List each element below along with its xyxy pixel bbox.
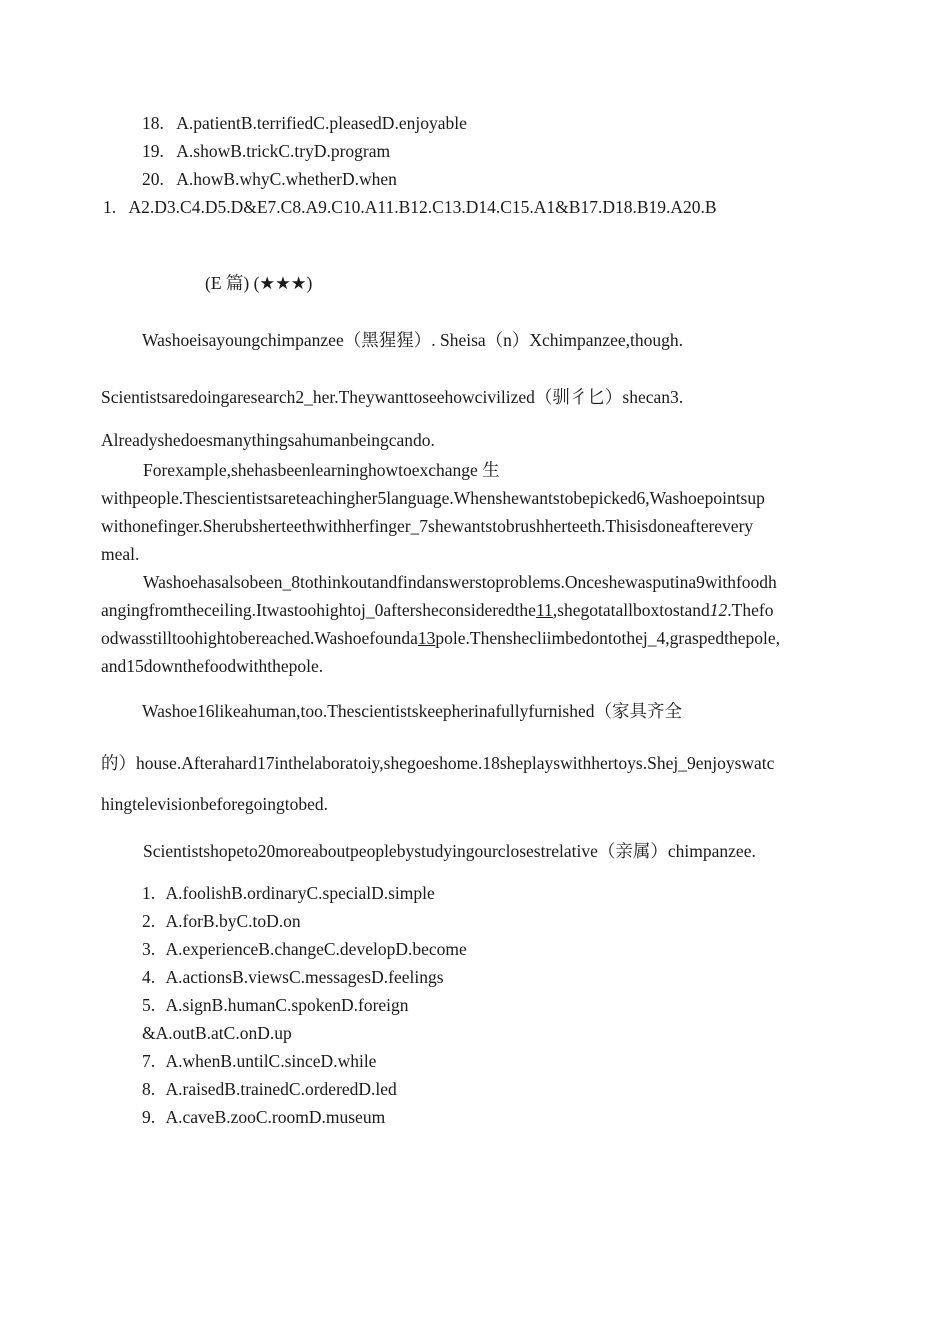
passage-line: Forexample,shehasbeenlearninghowtoexchange 生 (143, 460, 500, 480)
option-line-9 (142, 1106, 385, 1128)
option-text: A.experienceB.changeC.developD.become (165, 939, 467, 959)
answer-key (103, 196, 717, 218)
option-number: 8. (142, 1079, 156, 1099)
option-line-8 (142, 1078, 397, 1100)
option-text: A.showB.trickC.tryD.program (176, 141, 391, 161)
passage-text: ,shegotatallboxtostand (552, 600, 710, 620)
option-line-1 (142, 882, 435, 904)
option-line-7 (142, 1050, 376, 1072)
option-number: 2. (142, 911, 156, 931)
option-text: A.foolishB.ordinaryC.specialD.simple (165, 883, 435, 903)
option-line-2 (142, 910, 301, 932)
answer-key-number: 1. (103, 197, 117, 217)
option-text: A.caveB.zooC.roomD.museum (165, 1107, 386, 1127)
option-number: 5. (142, 995, 156, 1015)
option-line-6 (142, 1022, 292, 1044)
passage-line: Washoeisayoungchimpanzee（黑猩猩）. Sheisa（n）Xchimpanzee,though. (142, 330, 683, 350)
option-line-5 (142, 994, 409, 1016)
option-number: 9. (142, 1107, 156, 1127)
blank-number: 11 (535, 600, 553, 620)
passage-line: Scientistshopeto20moreaboutpeoplebystudyingourclosestrelative（亲属）chimpanzee. (143, 841, 756, 861)
passage-line: Washoehasalsobeen_8tothinkoutandfindanswerstoproblems.Onceshewasputina9withfoodh (143, 572, 777, 592)
option-number: 1. (142, 883, 156, 903)
option-number: 20. (142, 169, 164, 189)
passage-line: 的）house.Afterahard17inthelaboratoiy,shegoeshome.18sheplayswithhertoys.Shej_9enjoyswatc (101, 753, 775, 773)
passage-line: Scientistsaredoingaresearch2_her.Theywanttoseehowcivilized（驯彳匕）shecan3. (101, 387, 684, 407)
option-text: A.whenB.untilC.sinceD.while (165, 1051, 377, 1071)
passage-line: Washoe16likeahuman,too.Thescientistskeepherinafullyfurnished（家具齐全 (142, 701, 682, 721)
passage-line (101, 627, 780, 649)
option-line-19 (142, 140, 390, 162)
option-line-4 (142, 966, 444, 988)
option-text: A.raisedB.trainedC.orderedD.led (165, 1079, 397, 1099)
passage-line: hingtelevisionbeforegoingtobed. (101, 794, 328, 814)
option-line-3 (142, 938, 467, 960)
option-number: 4. (142, 967, 156, 987)
passage-line: meal. (101, 544, 140, 564)
passage-text: odwasstilltoohightobereached.Washoefounda (101, 628, 418, 648)
passage-line (101, 599, 773, 621)
option-line-18 (142, 112, 467, 134)
option-text: A.patientB.terrifiedC.pleasedD.enjoyable (176, 113, 467, 133)
option-text: A.actionsB.viewsC.messagesD.feelings (165, 967, 444, 987)
blank-number: 12 (709, 600, 728, 620)
passage-line: Alreadyshedoesmanythingsahumanbeingcando. (101, 430, 435, 450)
option-line-20 (142, 168, 397, 190)
passage-line: withpeople.Thescientistsareteachingher5language.Whenshewantstobepicked6,Washoepointsup (101, 488, 765, 508)
option-text: &A.outB.atC.onD.up (142, 1023, 292, 1043)
passage-text: .Thefo (727, 600, 774, 620)
option-text: A.signB.humanC.spokenD.foreign (165, 995, 409, 1015)
blank-number: 13 (417, 628, 436, 648)
passage-line: withonefinger.Sherubsherteethwithherfinger_7shewantstobrushherteeth.Thisisdoneafterevery (101, 516, 754, 536)
option-text: A.howB.whyC.whetherD.when (176, 169, 397, 189)
section-heading: (E 篇) (★★★) (205, 273, 313, 293)
option-number: 18. (142, 113, 164, 133)
passage-text: angingfromtheceiling.Itwastoohightoj_0aftersheconsideredthe (101, 600, 536, 620)
passage-text: pole.Thenshecliimbedontothej_4,graspedthepole, (435, 628, 780, 648)
option-number: 3. (142, 939, 156, 959)
option-number: 7. (142, 1051, 156, 1071)
answer-key-text: A2.D3.C4.D5.D&E7.C8.A9.C10.A11.B12.C13.D14.C15.A1&B17.D18.B19.A20.B (128, 197, 717, 217)
option-number: 19. (142, 141, 164, 161)
passage-line: and15downthefoodwiththepole. (101, 656, 324, 676)
option-text: A.forB.byC.toD.on (165, 911, 301, 931)
